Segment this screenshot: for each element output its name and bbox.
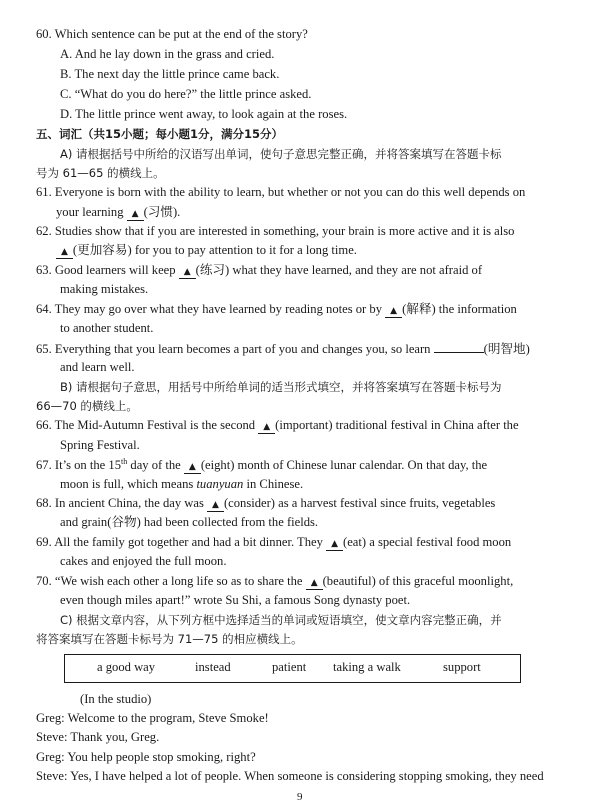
q67-line2-suffix: in Chinese.: [246, 477, 304, 491]
q65-text: [36, 341, 530, 357]
q67-pinyin: tuanyuan: [196, 477, 244, 491]
q60-option-d: D. The little prince went away, to look again at the roses.: [60, 107, 348, 121]
section-b-instruction: B) 请根据句子意思，用括号中所给单词的适当形式填空，并将答案填写在答题卡标号为: [60, 380, 502, 394]
word-box-item: patient: [272, 660, 307, 674]
word-box-item: support: [443, 660, 481, 674]
q62-blank[interactable]: ▲: [56, 246, 73, 259]
word-box-item: taking a walk: [333, 660, 401, 674]
dialogue-line: Steve: Yes, I have helped a lot of people. When someone is considering stopping smoking, they need: [36, 769, 544, 783]
q70-hint: (beautiful) of this graceful moonlight,: [322, 574, 514, 588]
q68-text: [36, 496, 495, 512]
word-box-item: a good way: [97, 660, 156, 674]
q67-hint: (eight) month of Chinese lunar calendar. On that day, the: [200, 458, 488, 472]
dialogue-setting: (In the studio): [80, 692, 152, 706]
q66-line2: Spring Festival.: [60, 438, 140, 452]
q62-text: 62. Studies show that if you are interested in something, your brain is more active and it is also: [36, 224, 515, 238]
q70-text: [36, 574, 513, 590]
q65-prefix: 65. Everything that you learn becomes a part of you and changes you, so learn: [36, 342, 431, 356]
q62-line2: [56, 243, 357, 259]
q63-hint: (练习) what they have learned, and they are not afraid of: [195, 263, 483, 277]
q68-prefix: 68. In ancient China, the day was: [36, 496, 204, 510]
section-title: 五、词汇（共15小题；每小题1分，满分15分）: [36, 127, 284, 141]
q66-prefix: 66. The Mid-Autumn Festival is the second: [36, 418, 256, 432]
q60-option-c: C. “What do you do here?” the little prince asked.: [60, 87, 312, 101]
q68-blank[interactable]: ▲: [207, 499, 224, 512]
q65-blank[interactable]: [434, 341, 484, 353]
q63-blank[interactable]: ▲: [179, 266, 196, 279]
q70-blank[interactable]: ▲: [306, 577, 323, 590]
q70-line2: even though miles apart!” wrote Su Shi, a famous Song dynasty poet.: [60, 593, 411, 607]
q69-line2: cakes and enjoyed the full moon.: [60, 554, 227, 568]
dialogue-line: Greg: Welcome to the program, Steve Smoke!: [36, 711, 269, 725]
q65-line2: and learn well.: [60, 360, 135, 374]
q63-prefix: 63. Good learners will keep: [36, 263, 176, 277]
q64-line2: to another student.: [60, 321, 154, 335]
q60-stem: 60. Which sentence can be put at the end of the story?: [36, 27, 308, 41]
word-box-item: instead: [195, 660, 231, 674]
q63-line2: making mistakes.: [60, 282, 149, 296]
q62-hint: (更加容易) for you to pay attention to it for a long time.: [72, 243, 357, 257]
q64-prefix: 64. They may go over what they have learned by reading notes or by: [36, 302, 382, 316]
q69-blank[interactable]: ▲: [326, 538, 343, 551]
q61-blank[interactable]: ▲: [127, 208, 144, 221]
q69-prefix: 69. All the family got together and had a bit dinner. They: [36, 535, 323, 549]
q67-line2: [60, 477, 303, 492]
q66-text: [36, 418, 519, 434]
q65-hint: (明智地): [483, 342, 530, 356]
q69-hint: (eat) a special festival food moon: [343, 535, 512, 549]
section-b-instruction-cont: 66—70 的横线上。: [36, 399, 138, 413]
q67-text: [36, 458, 487, 474]
q64-blank[interactable]: ▲: [385, 305, 402, 318]
page-number: 9: [297, 791, 303, 803]
section-a-instruction-cont: 号为 61—65 的横线上。: [36, 166, 165, 180]
dialogue-line: Steve: Thank you, Greg.: [36, 730, 160, 744]
q66-blank[interactable]: ▲: [258, 421, 275, 434]
q67-superscript: th: [121, 456, 128, 466]
dialogue-line: Greg: You help people stop smoking, right?: [36, 750, 256, 764]
q69-text: [36, 535, 511, 551]
q66-hint: (important) traditional festival in China after the: [275, 418, 519, 432]
q70-prefix: 70. “We wish each other a long life so as to share the: [36, 574, 303, 588]
q67-line2-prefix: moon is full, which means: [60, 477, 194, 491]
q61-line2: [56, 205, 180, 221]
q68-hint: (consider) as a harvest festival since fruits, vegetables: [223, 496, 496, 510]
q67-middle: day of the: [130, 458, 181, 472]
q64-text: [36, 302, 517, 318]
section-c-instruction-cont: 将答案填写在答题卡标号为 71—75 的相应横线上。: [36, 632, 303, 646]
q67-prefix: 67. It’s on the 15: [36, 458, 122, 472]
q61-text: 61. Everyone is born with the ability to learn, but whether or not you can do this well depends on: [36, 185, 526, 199]
q64-hint: (解释) the information: [402, 302, 517, 316]
section-c-instruction: C) 根据文章内容，从下列方框中选择适当的单词或短语填空，使文章内容完整正确，并: [60, 613, 502, 627]
q60-option-a: A. And he lay down in the grass and cried.: [60, 47, 275, 61]
q61-hint: (习惯).: [143, 205, 181, 219]
q63-text: [36, 263, 482, 279]
q67-blank[interactable]: ▲: [184, 461, 201, 474]
q61-prefix: your learning: [56, 205, 124, 219]
section-a-instruction: A) 请根据括号中所给的汉语写出单词，使句子意思完整正确，并将答案填写在答题卡标: [60, 147, 502, 161]
q68-line2: and grain(谷物) had been collected from the fields.: [60, 515, 319, 529]
q60-option-b: B. The next day the little prince came back.: [60, 67, 280, 81]
